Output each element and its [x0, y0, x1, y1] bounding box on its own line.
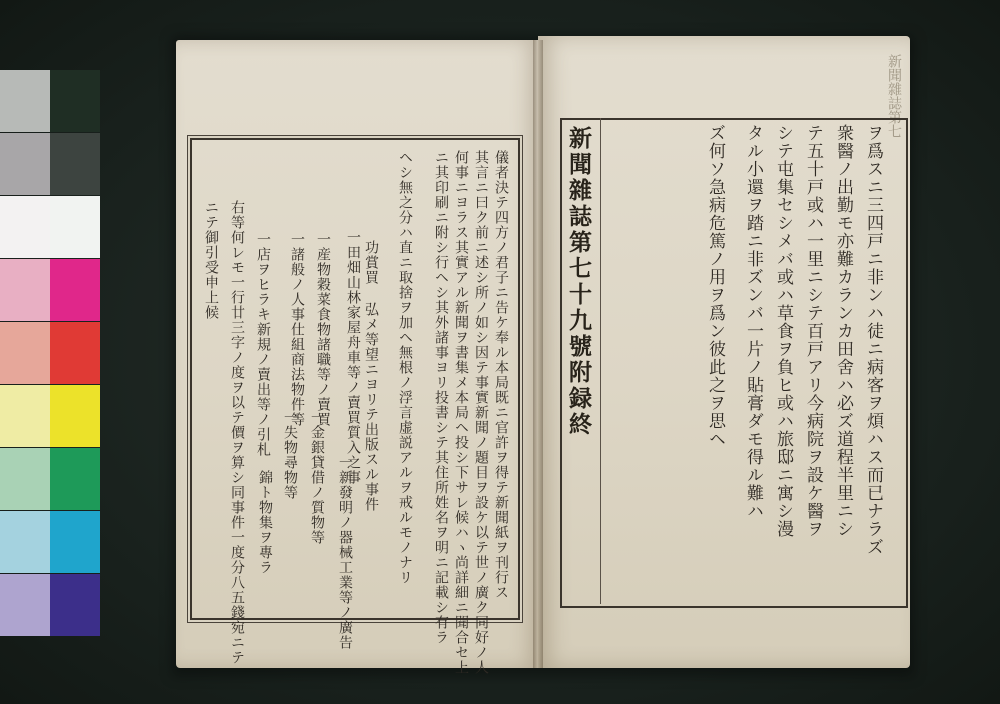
bleed-through-text: 新聞雜誌第七 [886, 54, 902, 138]
left-text-column: 其言ニ曰ク前ニ述シ所ノ如シ因テ事實新聞ノ題目ヲ設ケ以テ世ノ廣ク同好ノ人 [473, 150, 489, 675]
color-chip [0, 322, 50, 384]
right-text-column: ヲ爲スニ三四戸ニ非ンハ徒ニ病客ヲ煩ハス而已ナラズ [863, 124, 883, 556]
right-page-title: 新聞雜誌第七十九號附録終 [565, 126, 592, 438]
color-chip [50, 133, 100, 195]
color-chip [0, 511, 50, 573]
left-text-column: 功賞買 弘メ等望ニヨリテ出版スル事件 [363, 240, 379, 512]
right-text-column: 衆醫ノ出勤モ亦難カランカ田舍ハ必ズ道程半里ニシ [833, 124, 853, 538]
left-text-column: 儀者決テ四方ノ君子ニ告ケ奉ル本局既ニ官許ヲ得テ新聞紙ヲ刊行ス [493, 150, 509, 600]
color-checker-card [0, 70, 100, 635]
right-text-column: テ五十戸或ハ一里ニシテ百戸アリ今病院ヲ設ケ醫ヲ [803, 124, 823, 538]
color-chip [0, 133, 50, 195]
right-text-column: シテ屯集セシメバ或ハ草食ヲ負ヒ或ハ旅邸ニ寓シ漫 [773, 124, 793, 538]
color-chip [0, 259, 50, 321]
color-chip [0, 385, 50, 447]
left-text-column: ニテ御引受申上候 [203, 200, 219, 320]
right-text-column: タル小還ヲ踏ニ非ズンバ一片ノ貼膏ダモ得ル難ハ [743, 124, 763, 520]
color-chip [50, 196, 100, 258]
left-text-column: 錦ト物集ヲ專ラ [257, 470, 273, 575]
color-chip [50, 448, 100, 510]
color-chip [0, 574, 50, 636]
left-text-column: 一金銀貸借ノ質物等 [309, 410, 325, 545]
left-text-column: 右等何レモ一行廿三字ノ度ヲ以テ價ヲ算シ同事件一度分八五錢宛ニテ [229, 200, 245, 665]
color-chip [50, 511, 100, 573]
right-page-divider [600, 118, 601, 604]
color-chip [50, 574, 100, 636]
left-text-column: 一諸般ノ人事仕組商法物件等 [289, 232, 305, 427]
book-gutter [533, 40, 543, 668]
color-chip [50, 259, 100, 321]
color-chip [0, 196, 50, 258]
color-chip [50, 385, 100, 447]
right-text-column: ズ何ソ急病危篤ノ用ヲ爲ン彼此之ヲ思ヘ [705, 124, 725, 448]
left-text-column: 一店ヲヒラキ新規ノ賣出等ノ引札 [255, 232, 271, 457]
left-text-column: 一産物穀菜食物諸職等ノ賣買 [315, 232, 331, 427]
left-text-column: ヘシ無之分ハ直ニ取捨ヲ加ヘ無根ノ浮言虚説アルヲ戒ルモノナリ [397, 150, 413, 585]
left-text-column: 一新發明ノ器械工業等ノ廣告 [337, 455, 353, 650]
color-chip [0, 448, 50, 510]
left-text-column: 何事ニヨラス其實アル新聞ヲ書集メ本局ヘ投シ下サレ候ハヽ尚詳細ニ聞合セ上 [453, 150, 469, 675]
left-text-column: 一田畑山林家屋舟車等ノ賣買質入之事 [345, 230, 361, 485]
left-text-column: 一失物尋物等 [282, 410, 298, 500]
color-chip [0, 70, 50, 132]
left-text-column: ニ其印刷ニ附シ行ヘシ其外諸事ヨリ投書シテ其住所姓名ヲ明ニ記載シ有ラ [433, 150, 449, 645]
color-chip [50, 322, 100, 384]
right-page-frame [560, 118, 908, 608]
color-chip [50, 70, 100, 132]
